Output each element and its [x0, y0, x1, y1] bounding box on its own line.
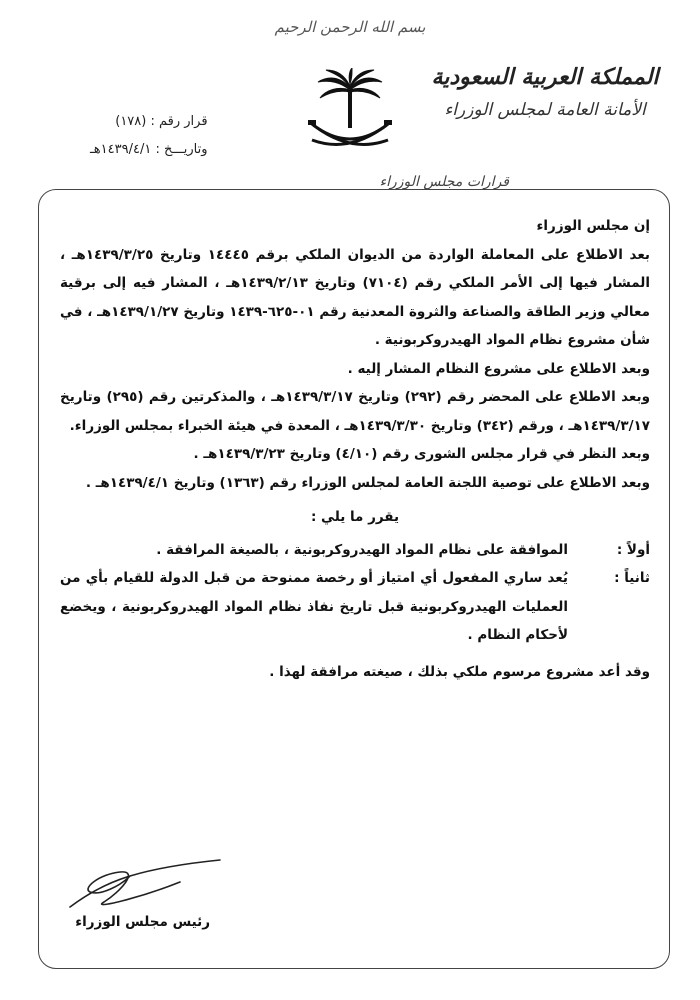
item-1-text: الموافقة على نظام المواد الهيدروكربونية ، بالصيغة المرافقة .	[156, 541, 568, 558]
basmala: بسم الله الرحمن الرحيم	[274, 18, 426, 36]
item-1-label: أولاً :	[616, 541, 650, 558]
paragraph-4: وبعد النظر في قرار مجلس الشورى رقم (٤/١٠) وتاريخ ١٤٣٩/٣/٢٣هـ .	[193, 446, 650, 462]
decision-date: وتاريـــخ : ١٤٣٩/٤/١هـ	[90, 142, 208, 157]
item-2-text: يُعد ساري المفعول أي امتياز أو رخصة ممنوحة من قبل الدولة للقيام بأي من العمليات الهيدروكربونية قبل تاريخ نفاذ نظام المواد الهيدروكربونية ، ويخضع لأحكام النظام .	[60, 570, 568, 643]
decisions-label: قرارات مجلس الوزراء	[374, 174, 515, 190]
signatory-title: رئيس مجلس الوزراء	[75, 914, 210, 930]
kingdom-name: المملكة العربية السعودية	[431, 64, 659, 90]
letterhead-right	[420, 64, 670, 120]
closing-line: وقد أعد مشروع مرسوم ملكي بذلك ، صيغته مرافقة لهذا .	[269, 663, 650, 680]
signature-icon	[60, 852, 230, 922]
paragraph-1: بعد الاطلاع على المعاملة الواردة من الديوان الملكي برقم ١٤٤٤٥ وتاريخ ١٤٣٩/٣/٢٥هـ ، المشار فيها إلى الأمر الملكي رقم (٧١٠٤) وتاريخ ١٤٣٩/٢/١٣هـ ، المشار فيه إلى برقية معالي وزير الطاقة والصناعة والثروة المعدنية رقم ٠١-٦٢٥-١٤٣٩ وتاريخ ١٤٣٩/١/٢٧هـ ، في شأن مشروع نظام المواد الهيدروكربونية .	[60, 246, 651, 348]
saudi-emblem-icon	[300, 68, 400, 158]
item-2-label: ثانياً :	[614, 570, 650, 586]
paragraph-2: وبعد الاطلاع على مشروع النظام المشار إليه .	[347, 360, 650, 377]
paragraph-5: وبعد الاطلاع على توصية اللجنة العامة لمجلس الوزراء رقم (١٣٦٣) وتاريخ ١٤٣٩/٤/١هـ .	[85, 474, 650, 491]
decides-heading: يقرر ما يلي :	[310, 509, 400, 525]
item-1	[60, 536, 650, 565]
document-body	[60, 212, 650, 686]
decision-number: قرار رقم : (١٧٨)	[115, 114, 208, 129]
paragraph-3: وبعد الاطلاع على المحضر رقم (٢٩٢) وتاريخ ١٤٣٩/٣/١٧هـ ، والمذكرتين رقم (٢٩٥) وتاريخ ١٤٣٩/٣/١٧هـ ، ورقم (٣٤٢) وتاريخ ١٤٣٩/٣/٣٠هـ ، المعدة في هيئة الخبراء بمجلس الوزراء.	[60, 389, 650, 434]
opening-line: إن مجلس الوزراء	[536, 218, 650, 234]
item-2	[60, 564, 650, 650]
decision-meta	[90, 108, 208, 164]
secretariat-name: الأمانة العامة لمجلس الوزراء	[444, 100, 646, 120]
